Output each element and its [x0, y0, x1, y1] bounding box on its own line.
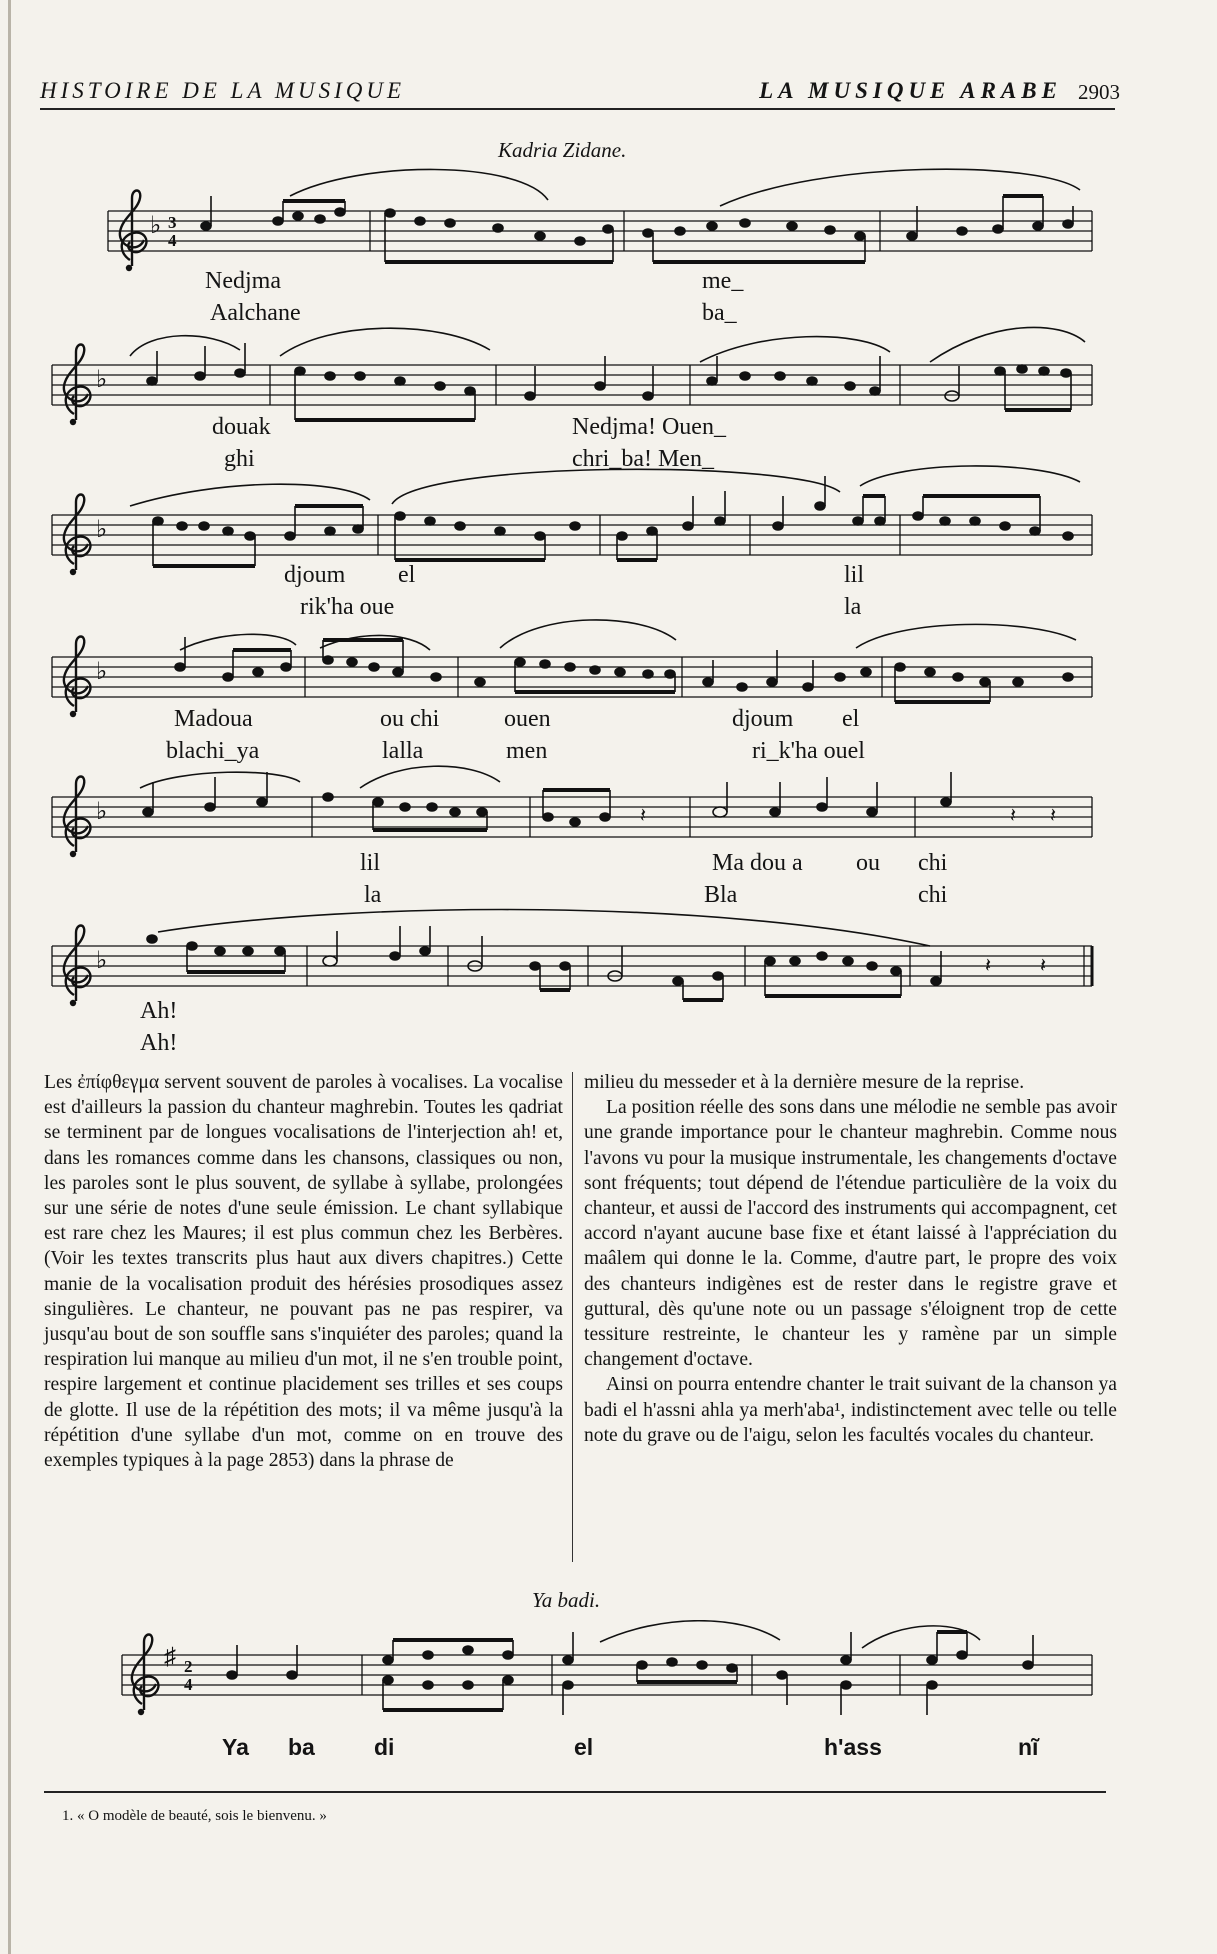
svg-text:♭: ♭ — [96, 948, 108, 974]
svg-text:𝄽: 𝄽 — [985, 955, 992, 977]
svg-text:♭: ♭ — [96, 799, 108, 825]
song-title-kadria: Kadria Zidane. — [498, 138, 627, 162]
lyric: Aalchane — [210, 300, 301, 326]
lyric: chri_ba! Men_ — [572, 446, 714, 472]
svg-text:𝄽: 𝄽 — [1040, 955, 1047, 977]
footnote-rule — [44, 1791, 1106, 1793]
svg-text:4: 4 — [184, 1675, 193, 1694]
lyric: Bla — [704, 882, 738, 908]
song-title-ya-badi: Ya badi. — [532, 1588, 601, 1612]
svg-text:4: 4 — [168, 231, 177, 250]
paragraph: Ainsi on pourra entendre chanter le trait suivant de la chanson ya badi el h'assni ahla ya merh'aba¹, indistinctement avec telle ou telle note du grave ou de l'aigu, selon les facultés vocales du chanteur. — [584, 1374, 1117, 1446]
svg-text:3: 3 — [168, 213, 177, 232]
paragraph: Les ἐπίφθεγμα servent souvent de paroles à vocalises. La vocalise est d'ailleurs la passion du chanteur maghrebin. Toutes les qadriat se terminent par de longues vocalisations de l'interjection ah! et, dans les romances comme dans les chansons, classiques ou non, les paroles sont le plus souvent, de syllabe à syllabe, prolongées sur une série de notes d'une seule émission. Le chant syllabique est rare chez les Maures; il est plus commun chez les Berbères. (Voir les textes transcrits plus haut aux divers chapitres.) Cette manie de la vocalisation produit des hérésies prosodiques assez singulières. Le chanteur, ne pouvant pas ne pas respirer, va jusqu'au bout de son souffle sans s'inquiéter des paroles; quand la respiration lui manque au milieu d'un mot, il ne s'en trouble point, respire largement et continue placidement ses trilles et ses coups de glotte. Il use de la répétition des mots; il va même jusqu'à la répétition d'une syllabe d'un mot, comme on en trouve des exemples typiques à la page 2853) dans la phrase de — [44, 1072, 563, 1472]
lyric: me_ — [702, 268, 744, 294]
lyric: djoum — [732, 706, 794, 732]
staff-4 — [52, 620, 1092, 717]
svg-text:2: 2 — [184, 1657, 193, 1676]
lyric: men — [506, 738, 548, 764]
header-chapter-title: LA MUSIQUE ARABE — [759, 78, 1062, 103]
svg-text:𝄽: 𝄽 — [640, 805, 647, 827]
staff-1 — [108, 169, 1092, 271]
lyric: di — [374, 1734, 395, 1760]
lyric: la — [844, 594, 862, 620]
staff-5 — [52, 766, 1092, 857]
paragraph: milieu du messeder et à la dernière mesure de la reprise. — [584, 1072, 1025, 1093]
column-divider — [572, 1072, 573, 1562]
lyric: ou chi — [380, 706, 440, 732]
body-column-left — [44, 1070, 563, 1473]
lyric: djoum — [284, 562, 346, 588]
footnote: 1. « O modèle de beauté, sois le bienvenu. » — [62, 1808, 327, 1824]
lyric: Ma dou a — [712, 850, 803, 876]
lyric: douak — [212, 414, 271, 440]
lyric: Ah! — [140, 1030, 178, 1056]
lyric: ou — [856, 850, 880, 876]
header-page-number: 2903 — [1078, 80, 1120, 104]
lyric: el — [574, 1734, 594, 1760]
svg-text:𝄽: 𝄽 — [1010, 805, 1017, 827]
lyric: Ya — [222, 1734, 249, 1760]
svg-text:♭: ♭ — [96, 659, 108, 685]
lyric: h'ass — [824, 1734, 882, 1760]
lyric: Nedjma! Ouen_ — [572, 414, 726, 440]
lyric: chi — [918, 850, 948, 876]
staff-2 — [52, 327, 1092, 425]
lyric: ghi — [224, 446, 255, 472]
lyric: ouen — [504, 706, 551, 732]
lyric: ba_ — [702, 300, 737, 326]
lyric: blachi_ya — [166, 738, 260, 764]
svg-text:♯: ♯ — [164, 1644, 176, 1670]
lyric: ba — [288, 1734, 315, 1760]
lyric: nĩ — [1018, 1734, 1039, 1760]
lyric: lil — [360, 850, 381, 876]
lyric: el — [398, 562, 416, 588]
staff-6 — [52, 910, 1092, 1007]
lyric: lalla — [382, 738, 424, 764]
svg-text:♭: ♭ — [96, 367, 108, 393]
body-column-right — [584, 1070, 1117, 1448]
lyric: ri_k'ha ouel — [752, 738, 865, 764]
lyric: Nedjma — [205, 268, 281, 294]
header-book-title: HISTOIRE DE LA MUSIQUE — [40, 78, 406, 103]
lyric: la — [364, 882, 382, 908]
svg-text:♭: ♭ — [96, 517, 108, 543]
lyric: Madoua — [174, 706, 253, 732]
svg-text:♭: ♭ — [150, 213, 162, 239]
lyric: rik'ha oue — [300, 594, 395, 620]
paragraph: La position réelle des sons dans une mélodie ne semble pas avoir une grande importance pour le chanteur maghrebin. Comme nous l'avons vu pour la musique instrumentale, les changements d'octave sont fréquents; tout dépend de l'étendue particulière de la voix du chanteur, et aussi de l'accord des instruments qui accompagnent, cet accord n'ayant aucune base fixe et étant laissé à l'appréciation du maâlem qui donne le la. Comme, d'autre part, le propre des voix des chanteurs indigènes est de rester dans le registre grave et guttural, dès qu'une note ou un passage s'éloignent trop de cette tessiture restreinte, le chanteur les y ramène par un simple changement d'octave. — [584, 1097, 1117, 1371]
lyric: lil — [844, 562, 865, 588]
staff-3 — [52, 466, 1092, 575]
lyric: el — [842, 706, 860, 732]
svg-text:𝄽: 𝄽 — [1050, 805, 1057, 827]
lyric: chi — [918, 882, 948, 908]
lyric: Ah! — [140, 998, 178, 1024]
